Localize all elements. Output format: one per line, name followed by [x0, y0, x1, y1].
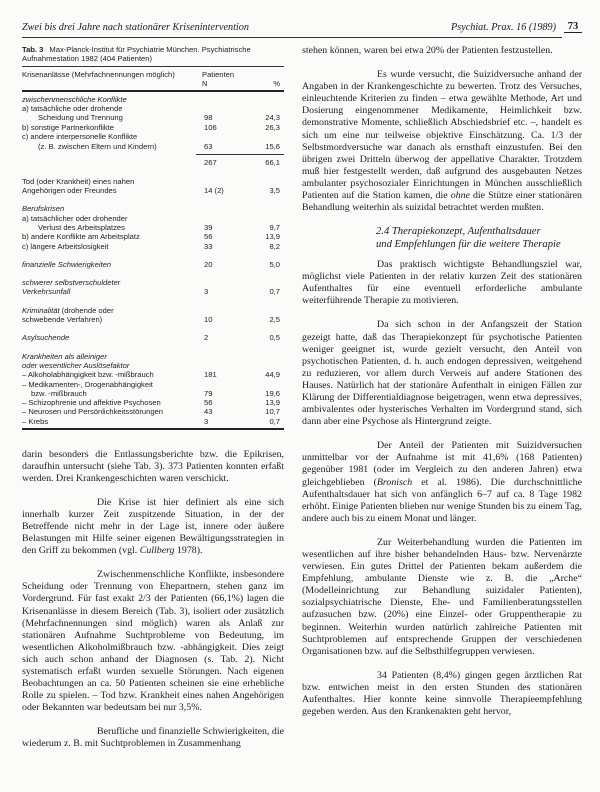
- table-caption: [22, 45, 284, 64]
- body-paragraph: Berufliche und finanzielle Schwierigkeiten, die wiederum z. B. mit Suchtproblemen in Zusammenhang: [22, 726, 284, 750]
- table-label: Tab. 3: [22, 45, 44, 54]
- emphasis: ohne: [450, 190, 470, 202]
- table-row: finanzielle Schwierigkeiten 20 5,0: [22, 259, 280, 269]
- body-paragraph: Es wurde versucht, die Suizidversuche anhand der Angaben in der Krankengeschichte zu bewerten. Trotz des Versuches, einleuchtende Kriterien zu finden – etwa gewählte Methode, Art und Dosierung eingenommener Medikamente, Heimlichkeit bzw. demonstrative Momente, schließlich Abschiedsbrief etc. –, handelt es sich um eine nur teilweise objektive Einschätzung. Ca. 1/3 der Selbstmordversuche war danach als ernsthaft einzustufen. Bei den übrigen zwei Dritteln überwog der appellative Charakter. Trotzdem muß hier festgestellt werden, daß aufgrund des ausgebauten Netzes ambulanter psychosozialer Einrichtungen in München ausschließlich Patienten auf die Station kamen, die ohne die Stütze einer stationären Behandlung weiterhin als suizidal betrachtet werden mußten.: [302, 69, 582, 214]
- section-heading: 2.4 Therapiekonzept, Aufenthaltsdauer und Empfehlungen für die weitere Therapie: [376, 226, 561, 250]
- table-header: [22, 70, 284, 89]
- citation: Bronisch: [376, 476, 413, 488]
- table-row: a) tatsächlicher oder drohender: [22, 213, 128, 223]
- table-row: b) sonstige Partnerkonflikte 106 26,3: [22, 122, 280, 132]
- header-patients: Patienten: [202, 69, 235, 79]
- body-paragraph: darin besonders die Entlassungsberichte bzw. die Epikrisen, daraufhin untersucht (siehe Tab. 3). 373 Patienten konnten erfaßt werden. Drei Krankengeschichten waren verschickt.: [22, 448, 284, 484]
- table-row: – Alkoholabhängigkeit bzw. -mißbrauch 181 44,9: [22, 370, 280, 380]
- table-section-title: zwischenmenschliche Konflikte: [22, 94, 127, 104]
- citation: Cullberg: [139, 545, 175, 557]
- journal-citation: Psychiat. Prax. 16 (1989): [451, 22, 556, 33]
- body-paragraph: Da sich schon in der Anfangszeit der Station gezeigt hatte, daß das Therapiekonzept für psychotische Patienten weniger geeignet ist, wurde gezielt versucht, den Anteil von psychotischen Patienten, d. h. auch endogen depressiven, weitgehend zu reduzieren, vor allem durch Verweis auf andere Stationen des Hauses. Natürlich hat der stationäre Aufenthalt in einigen Fällen zur Klärung der Differentialdiagnose beigetragen, wenn etwa depressives, ambivalentes oder hysterisches Verhalten im Vordergrund stand, sich dann aber eine Psychose als Hintergrund zeigte.: [302, 319, 582, 428]
- table-row: c) längere Arbeitslosigkeit 33 8,2: [22, 241, 280, 251]
- body-paragraph: stehen können, waren bei etwa 20% der Patienten festzustellen.: [302, 45, 553, 56]
- table-row: schwerer selbstverschuldeter: [22, 278, 121, 288]
- table-row: bzw. -mißbrauch 79 19,6: [31, 388, 280, 398]
- table-row: Angehörigen oder Freundes 14 (2) 3,5: [22, 186, 280, 196]
- header-rule: [22, 37, 562, 38]
- table-row: b) andere Konflikte am Arbeitsplatz 56 13,9: [22, 232, 280, 242]
- subtotal-rule: [196, 154, 284, 155]
- table-section-title: Krankheiten als alleiniger: [22, 351, 107, 361]
- running-header: [22, 20, 582, 36]
- table-section-title: Berufskrisen: [22, 204, 65, 214]
- body-paragraph: Der Anteil der Patienten mit Suizidversuchen unmittelbar vor der Aufnahme ist mit 41,6% (168 Patienten) gegenüber 1981 (oder im Vergleich zu den anderen Jahren) etwa gleichgeblieben (Bronisch et al. 1986). Die durchschnittliche Aufenthaltsdauer hat sich von anfänglich 6–7 auf ca. 8 Tage 1982 erhöht. Einige Patienten blieben nur wenige Stunden bis zu einem Tag, andere auch bis zu einem Monat und länger.: [302, 440, 582, 524]
- header-n: N: [202, 78, 208, 88]
- header-pct: %: [273, 78, 280, 88]
- table-row: Verlust des Arbeitsplatzes 39 9,7: [38, 222, 280, 232]
- table-row: Asylsuchende 2 0,5: [22, 333, 280, 343]
- table-row: Verkehrsunfall 3 0,7: [22, 287, 280, 297]
- table-row: Kriminalität (drohende oder: [22, 305, 114, 315]
- page-number: 73: [564, 21, 582, 33]
- body-paragraph: Die Krise ist hier definiert als eine sich innerhalb kurzer Zeit zuspitzende Situation, in der der Betreffende nicht mehr in der Lage ist, innere oder äußere Belastungen mit Hilfe seiner eigenen Bewältigungsstrategien in den Griff zu bekommen (vgl. Cullberg 1978).: [22, 496, 284, 557]
- table-row: – Krebs 3 0,7: [22, 416, 280, 426]
- body-paragraph: 34 Patienten (8,4%) gingen gegen ärztlichen Rat bzw. entwichen meist in den ersten Stunden des stationären Aufenthaltes. Hier konnte keine sinnvolle Therapieempfehlung gegeben werden. Aus den Krankenakten geht hervor,: [302, 669, 582, 718]
- table-row: Scheidung und Trennung 98 24,3: [38, 113, 280, 123]
- table-subtotal-row: 267 66,1: [204, 158, 280, 168]
- table-row: – Schizophrenie und affektive Psychosen 56 13,9: [22, 398, 280, 408]
- table-row: Tod (oder Krankheit) eines nahen: [22, 176, 135, 186]
- body-paragraph: Zur Weiterbehandlung wurden die Patienten im wesentlichen auf ihre bisher behandelnden Haus- bzw. Nervenärzte verwiesen. Ein gutes Drittel der Patienten bekam außerdem die Empfehlung, ambulante Dienste wie z. B. die „Arche“ (Modelleinrichtung zur Behandlung suizidaler Patienten), sozialpsychiatrische Dienste, Ehe- und Familienberatungsstellen aufzusuchen bzw. (20%) eine Einzel- oder Gruppentherapie zu beginnen. Weiterhin wurden natürlich zahlreiche Patienten mit Suchtproblemen auf entsprechende Gruppen der verschiedenen Organisationen bzw. auf die Selbsthilfegruppen verwiesen.: [302, 536, 582, 657]
- table-row: (z. B. zwischen Eltern und Kindern) 63 15,6: [38, 142, 280, 152]
- table-caption-text: Max-Planck-Institut für Psychiatrie München. Psychiatrische Aufnahmestation 1982 (404 Patienten): [22, 45, 251, 64]
- left-column: [22, 45, 284, 751]
- body-paragraph: Zwischenmenschliche Konflikte, insbesondere Scheidung oder Trennung von Ehepartnern, stehen ganz im Vordergrund. Für fast exakt 2/3 der Patienten (66,1%) lagen die Krisenanlässe in diesem Bereich (Tab. 3), isoliert oder zusätzlich (Mehrfachnennungen sind möglich) waren als Anlaß zur stationären Aufnahme Suchtprobleme von Bedeutung, im wesentlichen Alkoholmißbrauch bzw. -abhängigkeit. Dies zeigt sich auch schon anhand der Diagnosen (s. Tab. 2). Nicht systematisch erfaßt wurden sexuelle Störungen. Nach eigenen Beobachtungen an ca. 50 Patienten scheinen sie eine erhebliche Rolle zu spielen. – Tod bzw. Krankheit eines nahen Angehörigen oder Bekannten war bedeutsam bei nur 3,5%.: [22, 569, 284, 714]
- body-paragraph: Das praktisch wichtigste Behandlungsziel war, möglichst viele Patienten in der relativ kurzen Zeit des stationären Aufenthaltes für eine eventuell erforderliche ambulante weiterführende Therapie zu motivieren.: [302, 259, 582, 307]
- table-row: schwebende Verfahren) 10 2,5: [22, 315, 280, 325]
- table-row: a) tatsächliche oder drohende: [22, 103, 123, 113]
- right-column: [302, 45, 582, 718]
- header-crisis-label: Krisenanlässe (Mehrfachnennungen möglich): [22, 69, 175, 79]
- table-header-rule: [22, 90, 284, 92]
- running-title: Zwei bis drei Jahre nach stationärer Krisenintervention: [22, 22, 249, 33]
- table-row: c) andere interpersonelle Konflikte: [22, 131, 138, 141]
- table-3: [22, 45, 284, 430]
- table-section-title: oder wesentlicher Auslösefaktor: [22, 360, 130, 370]
- table-top-rule: [22, 66, 284, 67]
- table-row: – Medikamenten-, Drogenabhängigkeit: [22, 379, 153, 389]
- table-row: – Neurosen und Persönlichkeitsstörungen 43 10,7: [22, 407, 280, 417]
